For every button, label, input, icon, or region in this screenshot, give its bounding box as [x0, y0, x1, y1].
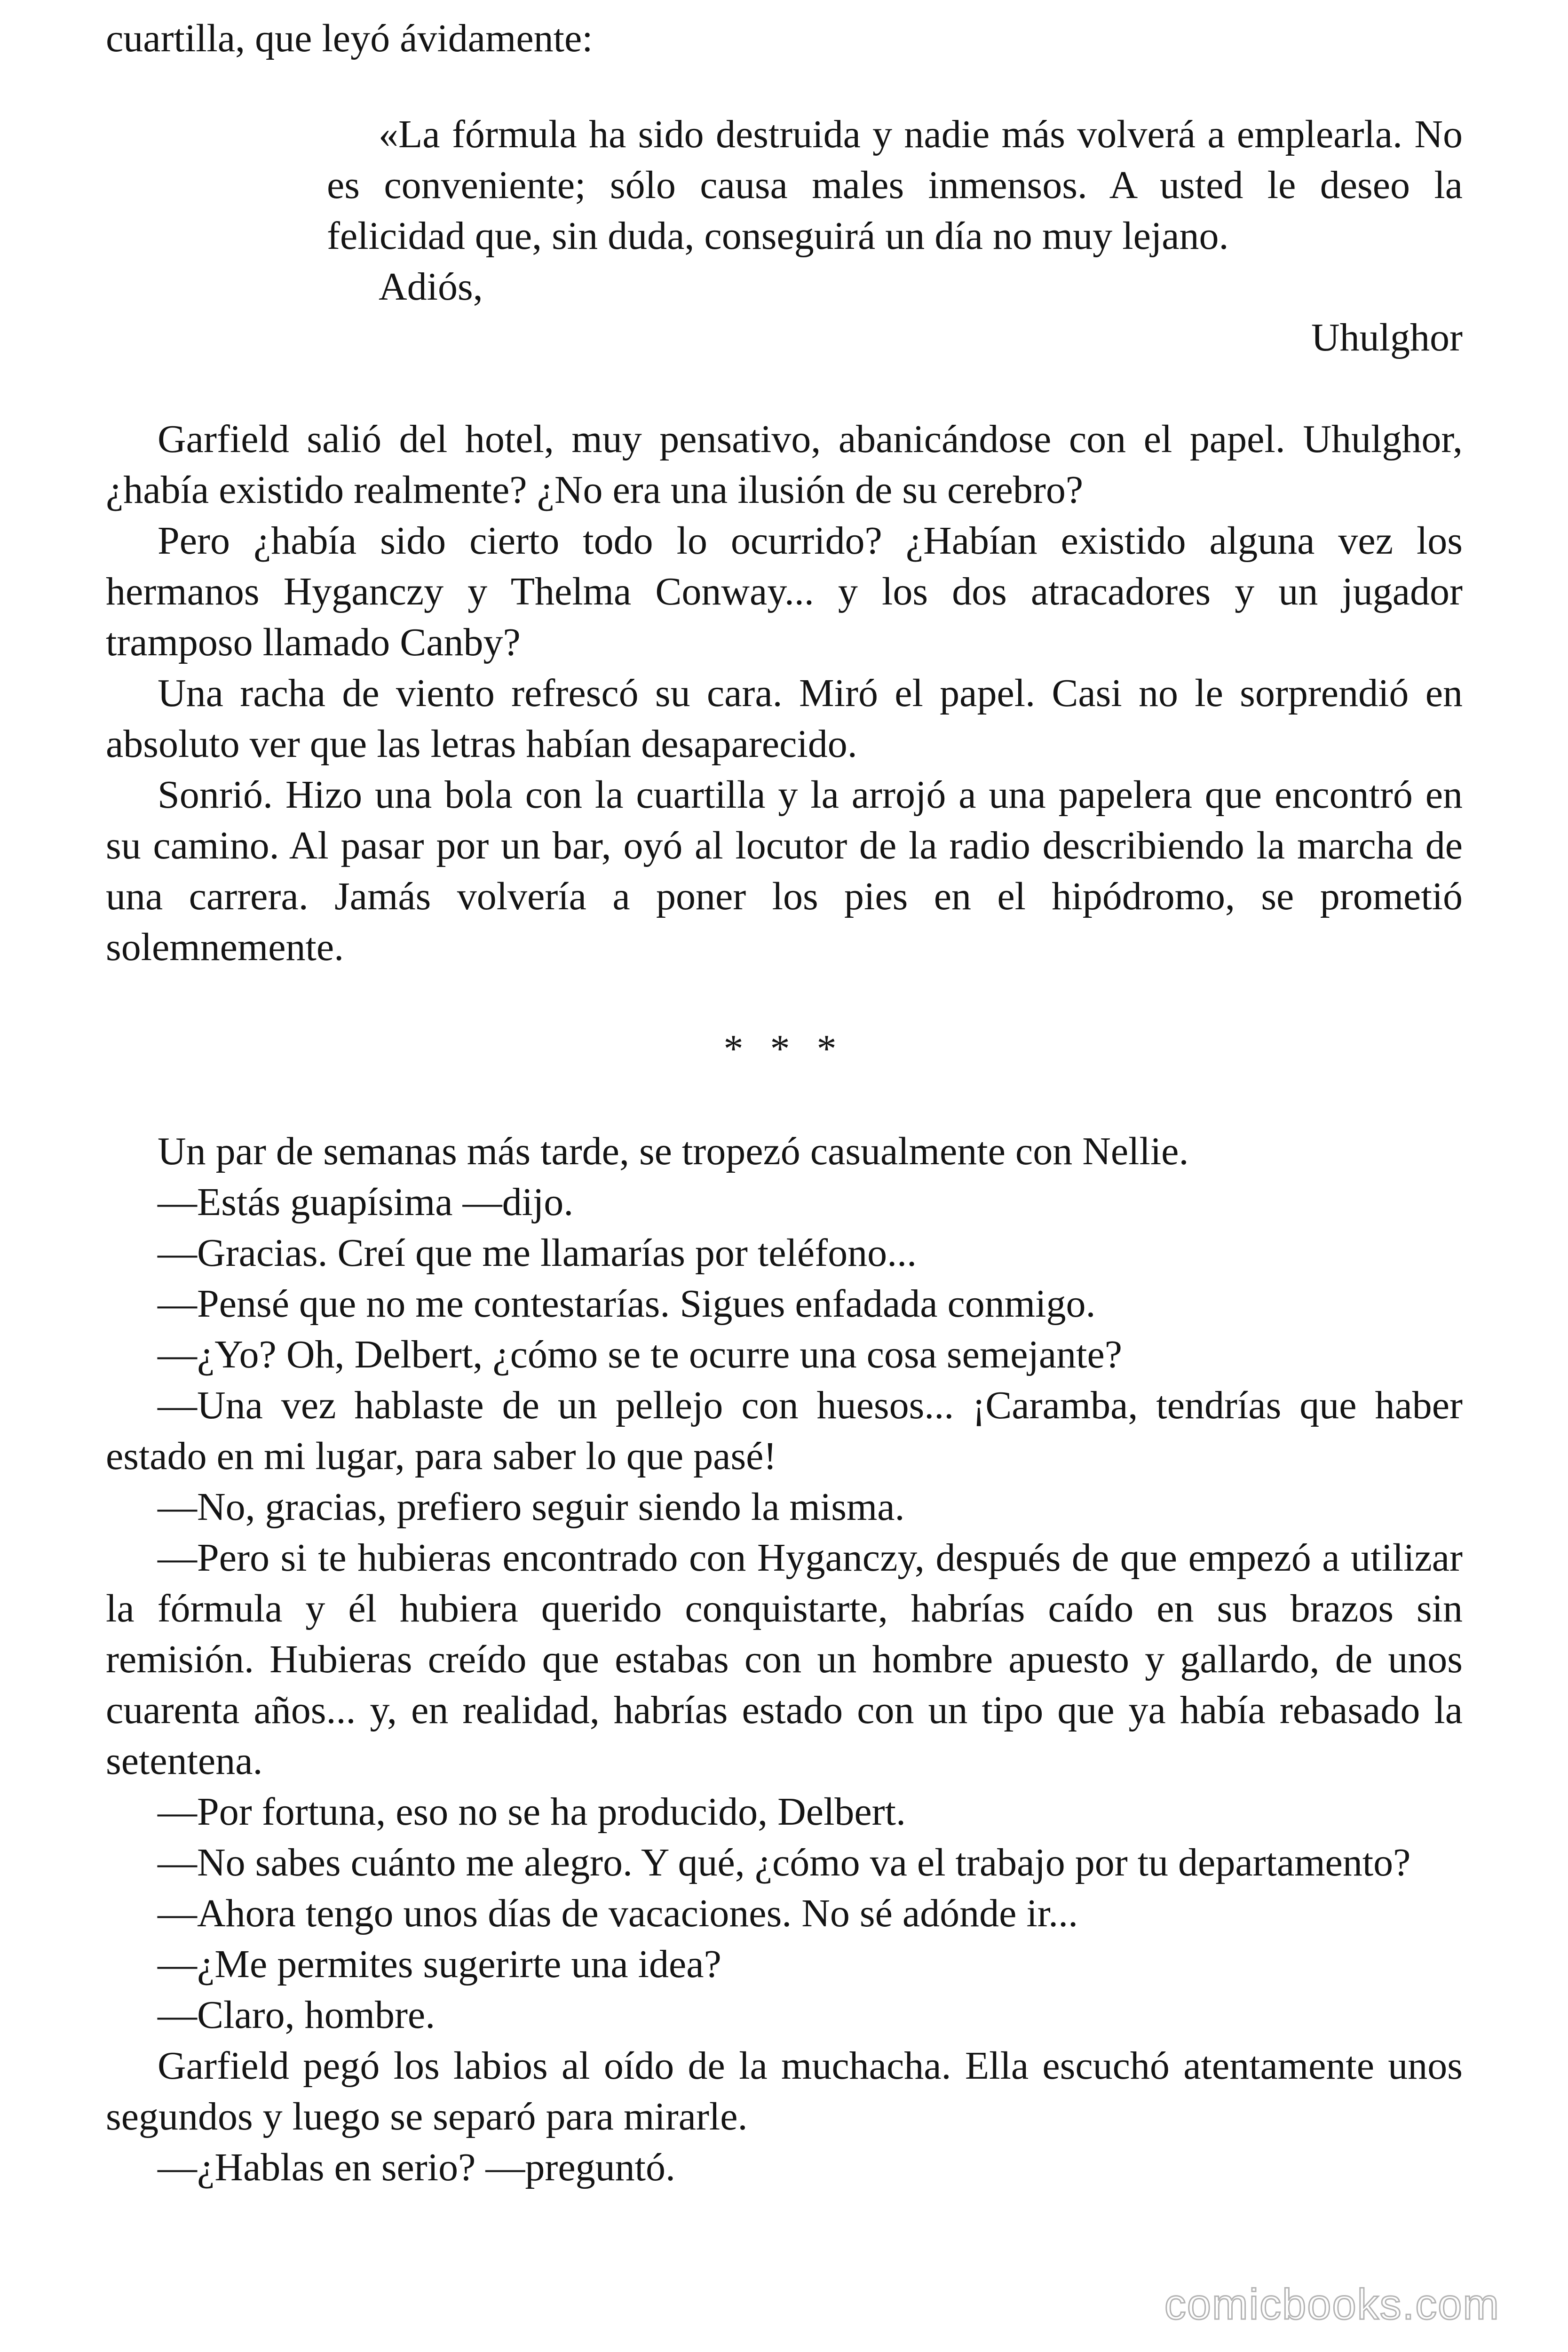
- letter-body: «La fórmula ha sido destruida y nadie más volverá a emplearla. No es conveniente; sólo causa males inmensos. A usted le deseo la felicidad que, sin duda, conseguirá un día no muy lejano.: [327, 112, 1463, 258]
- paragraph: Un par de semanas más tarde, se tropezó casualmente con Nellie.: [158, 1129, 1189, 1173]
- dialogue-line: —Claro, hombre.: [158, 1993, 436, 2037]
- dialogue-line: —Estás guapísima —dijo.: [158, 1180, 574, 1224]
- dialogue-line: —¿Me permites sugerirte una idea?: [158, 1942, 721, 1986]
- page-text: [106, 13, 1463, 2193]
- dialogue-line: —Pero si te hubieras encontrado con Hyganczy, después de que empezó a utilizar la fórmula y él hubiera querido conquistarte, habrías caído en sus brazos sin remisión. Hubieras creído que estabas con un hombre apuesto y gallardo, de unos cuarenta años... y, en realidad, habrías estado con un tipo que ya había rebasado la setentena.: [106, 1536, 1463, 1783]
- paragraph: Sonrió. Hizo una bola con la cuartilla y la arrojó a una papelera que encontró en su camino. Al pasar por un bar, oyó al locutor de la radio describiendo la marcha de una carrera. Jamás volvería a poner los pies en el hipódromo, se prometió solemnemente.: [106, 773, 1463, 969]
- watermark: comicbooks.com: [1164, 2280, 1500, 2328]
- dialogue-line: —Una vez hablaste de un pellejo con huesos... ¡Caramba, tendrías que haber estado en mi lugar, para saber lo que pasé!: [106, 1383, 1463, 1478]
- section-separator: * * *: [723, 1027, 845, 1071]
- spacer: [106, 363, 1463, 414]
- paragraph: Garfield salió del hotel, muy pensativo, abanicándose con el papel. Uhulghor, ¿había existido realmente? ¿No era una ilusión de su cerebro?: [106, 417, 1463, 512]
- paragraph: Garfield pegó los labios al oído de la muchacha. Ella escuchó atentamente unos segundos y luego se separó para mirarle.: [106, 2044, 1463, 2138]
- paragraph: Una racha de viento refrescó su cara. Miró el papel. Casi no le sorprendió en absoluto ver que las letras habían desaparecido.: [106, 671, 1463, 766]
- quoted-letter: [327, 109, 1463, 363]
- letter-closing: Adiós,: [379, 265, 483, 309]
- dialogue-line: —No sabes cuánto me alegro. Y qué, ¿cómo va el trabajo por tu departamento?: [158, 1841, 1411, 1884]
- paragraph: Pero ¿había sido cierto todo lo ocurrido? ¿Habían existido alguna vez los hermanos Hyganczy y Thelma Conway... y los dos atracadores y un jugador tramposo llamado Canby?: [106, 519, 1463, 664]
- dialogue-line: —Pensé que no me contestarías. Sigues enfadada conmigo.: [158, 1282, 1096, 1326]
- dialogue-line: —No, gracias, prefiero seguir siendo la misma.: [158, 1485, 905, 1529]
- dialogue-line: —Gracias. Creí que me llamarías por teléfono...: [158, 1231, 917, 1275]
- dialogue-line: —Por fortuna, eso no se ha producido, Delbert.: [158, 1790, 906, 1834]
- dialogue-line: —¿Hablas en serio? —preguntó.: [158, 2145, 675, 2189]
- dialogue-line: —Ahora tengo unos días de vacaciones. No sé adónde ir...: [158, 1891, 1078, 1935]
- letter-signature: Uhulghor: [1311, 316, 1463, 359]
- paragraph: cuartilla, que leyó ávidamente:: [106, 16, 593, 60]
- dialogue-line: —¿Yo? Oh, Delbert, ¿cómo se te ocurre una cosa semejante?: [158, 1333, 1123, 1376]
